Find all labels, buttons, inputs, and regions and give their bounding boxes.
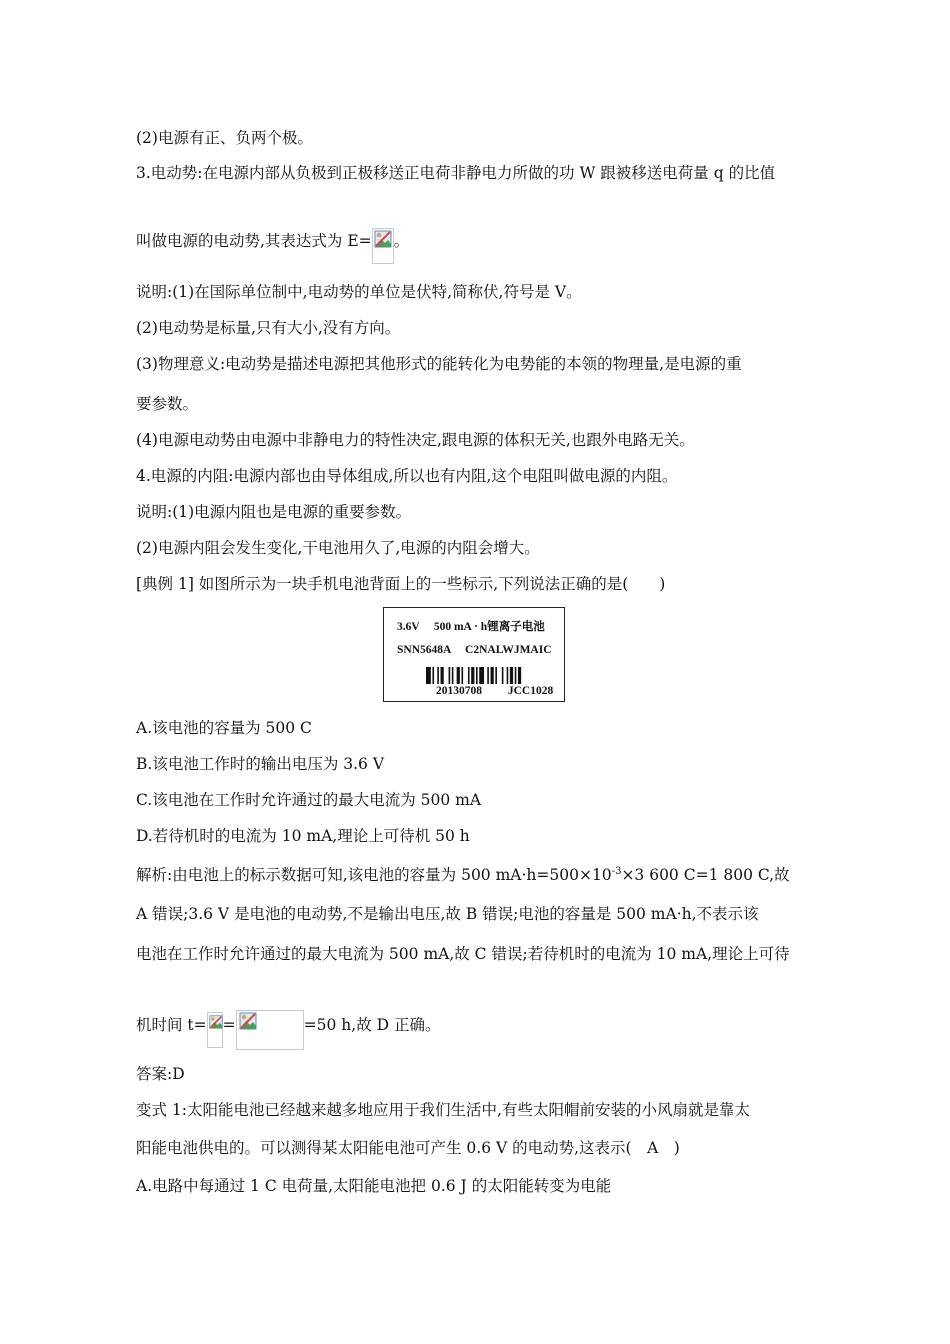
text-line-7: 要参数。 (136, 395, 199, 413)
text-line-9: 4.电源的内阻:电源内部也由导体组成,所以也有内阻,这个电阻叫做电源的内阻。 (136, 467, 678, 485)
option-d: D.若待机时的电流为 10 mA,理论上可待机 50 h (136, 827, 470, 845)
variant-1-line-1: 变式 1:太阳能电池已经越来越多地应用于我们生活中,有些太阳帽前安装的小风扇就是靠太 (136, 1101, 750, 1119)
text-segment: 解析:由电池上的标示数据可知,该电池的容量为 500 mA·h=500×10 (136, 866, 612, 885)
text-line-6: (3)物理意义:电动势是描述电源把其他形式的能转化为电势能的本领的物理量,是电源的重 (136, 355, 742, 373)
formula-image-icon (372, 228, 394, 264)
variant-1-line-2: 阳能电池供电的。可以测得某太阳能电池可产生 0.6 V 的电动势,这表示( A ) (136, 1139, 680, 1157)
barcode-bar (426, 667, 431, 684)
variant-1-option-a: A.电路中每通过 1 C 电荷量,太阳能电池把 0.6 J 的太阳能转变为电能 (136, 1177, 612, 1195)
text-segment: 机时间 t= (136, 1016, 207, 1034)
formula-image-icon (207, 1012, 223, 1048)
formula-image-icon (236, 1010, 304, 1050)
exponent: -3 (611, 866, 622, 877)
battery-date-text: 20130708 JCC1028 (436, 685, 554, 697)
text-line-2: 3.电动势:在电源内部从负极到正极移送正电荷非静电力所做的功 W 跟被移送电荷量 q 的比值 (136, 164, 776, 182)
battery-label-figure (383, 607, 565, 702)
solution-line-2: A 错误;3.6 V 是电池的电动势,不是输出电压,故 B 错误;电池的容量是 500 mA·h,不表示该 (136, 905, 759, 923)
solution-line-3: 电池在工作时允许通过的最大电流为 500 mA,故 C 错误;若待机时的电流为 10 mA,理论上可待 (136, 945, 790, 963)
text-line-5: (2)电动势是标量,只有大小,没有方向。 (136, 319, 401, 337)
text-segment: =50 h,故 D 正确。 (303, 1016, 441, 1034)
option-c: C.该电池在工作时允许通过的最大电流为 500 mA (136, 791, 482, 809)
text-segment: ×3 600 C=1 800 C,故 (621, 866, 790, 885)
example-1-question: [典例 1] 如图所示为一块手机电池背面上的一些标示,下列说法正确的是( ) (136, 575, 666, 593)
text-line-4: 说明:(1)在国际单位制中,电动势的单位是伏特,简称伏,符号是 V。 (136, 283, 582, 301)
option-b: B.该电池工作时的输出电压为 3.6 V (136, 755, 385, 773)
text-line-11: (2)电源内阻会发生变化,干电池用久了,电源的内阻会增大。 (136, 539, 540, 557)
battery-serial-text: SNN5648A C2NALWJMAIC (397, 644, 552, 656)
text-segment: 。 (393, 232, 410, 250)
solution-line-4 (136, 1010, 441, 1050)
text-line-3 (136, 228, 409, 264)
text-line-8: (4)电源电动势由电源中非静电力的特性决定,跟电源的体积无关,也跟外电路无关。 (136, 431, 695, 449)
text-line-1: (2)电源有正、负两个极。 (136, 129, 313, 147)
option-a: A.该电池的容量为 500 C (136, 719, 312, 737)
text-segment: 叫做电源的电动势,其表达式为 E= (136, 232, 372, 250)
text-line-10: 说明:(1)电源内阻也是电源的重要参数。 (136, 503, 412, 521)
text-segment: = (222, 1016, 236, 1034)
battery-spec-text: 3.6V 500 mA · h锂离子电池 (397, 621, 545, 633)
answer-line: 答案:D (136, 1065, 185, 1083)
barcode-bar (432, 667, 434, 684)
solution-line-1 (136, 862, 790, 885)
